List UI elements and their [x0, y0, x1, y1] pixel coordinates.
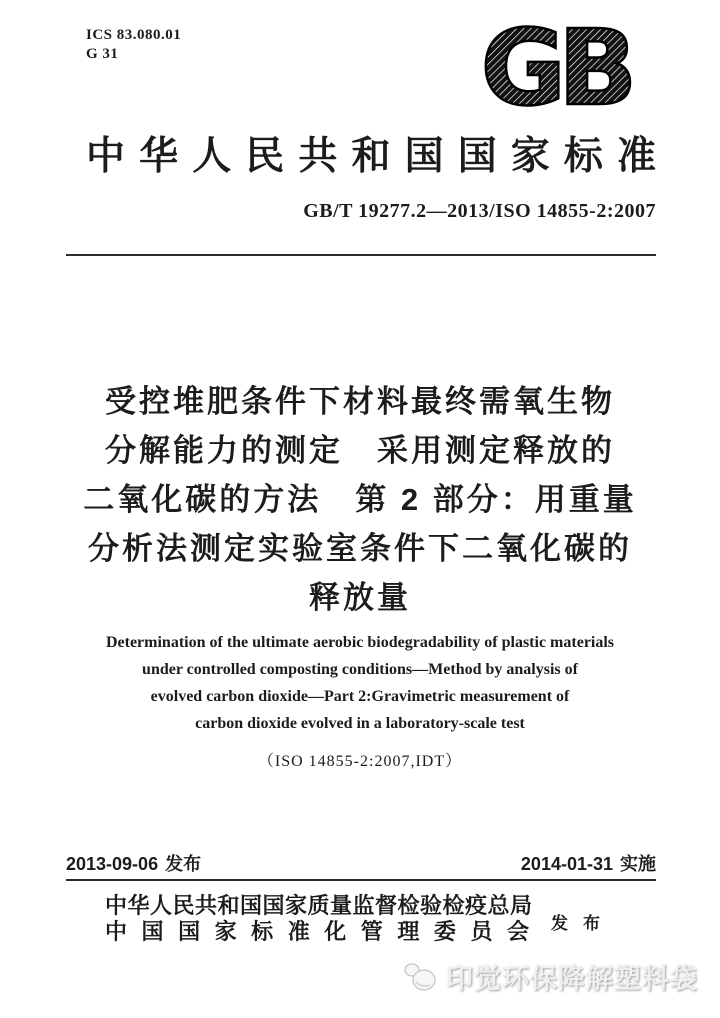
issue-date — [66, 850, 201, 876]
issuer-name-sac: 中国国家标准化管理委员会 — [105, 919, 529, 944]
national-standard-heading: 中华人民共和国国家标准 — [86, 135, 656, 178]
chinese-title — [28, 377, 692, 622]
dates-row — [66, 850, 656, 876]
english-title-line: under controlled composting conditions—Method by analysis of — [142, 661, 578, 678]
issuer-names — [105, 893, 533, 945]
watermark-logo-icon — [402, 960, 440, 994]
english-title-line: Determination of the ultimate aerobic biodegradability of plastic materials — [105, 634, 615, 651]
issue-date-value: 2013-09-06 — [66, 854, 159, 874]
gb-logo — [456, 18, 654, 118]
issuing-authorities — [0, 893, 720, 945]
header-divider-line — [66, 254, 656, 256]
issuer-name-aqsiq: 中华人民共和国国家质量监督检验检疫总局 — [105, 893, 533, 918]
ics-code: ICS 83.080.01 — [86, 27, 182, 43]
doc-class-code: G 31 — [86, 46, 119, 62]
watermark — [402, 957, 698, 996]
chinese-title-line: 二氧化碳的方法 第 2 部分：用重量 — [83, 482, 637, 517]
implementation-date — [521, 850, 656, 876]
ics-codes — [86, 26, 181, 64]
gb-logo-text: GB — [480, 18, 630, 118]
watermark-text: 印觉环保降解塑料袋 — [446, 964, 698, 994]
standard-number: GB/T 19277.2—2013/ISO 14855-2:2007 — [303, 200, 656, 222]
footer-divider-line — [66, 879, 656, 881]
english-title-line: carbon dioxide evolved in a laboratory-scale test — [195, 715, 525, 732]
implementation-date-value: 2014-01-31 — [520, 854, 613, 874]
chinese-title-line: 受控堆肥条件下材料最终需氧生物 — [105, 384, 615, 419]
chinese-title-line: 分析法测定实验室条件下二氧化碳的 — [88, 531, 632, 566]
chinese-title-line: 释放量 — [309, 580, 411, 615]
chinese-title-line: 分解能力的测定 采用测定释放的 — [105, 433, 615, 468]
issue-date-label: 发布 — [165, 854, 202, 874]
iso-reference: （ISO 14855-2:2007,IDT） — [257, 753, 463, 770]
english-title — [38, 629, 682, 737]
implementation-date-label: 实施 — [620, 854, 656, 874]
publish-label: 发布 — [551, 913, 615, 933]
english-title-line: evolved carbon dioxide—Part 2:Gravimetric measurement of — [150, 688, 570, 705]
gb-logo-graphic — [456, 18, 654, 118]
